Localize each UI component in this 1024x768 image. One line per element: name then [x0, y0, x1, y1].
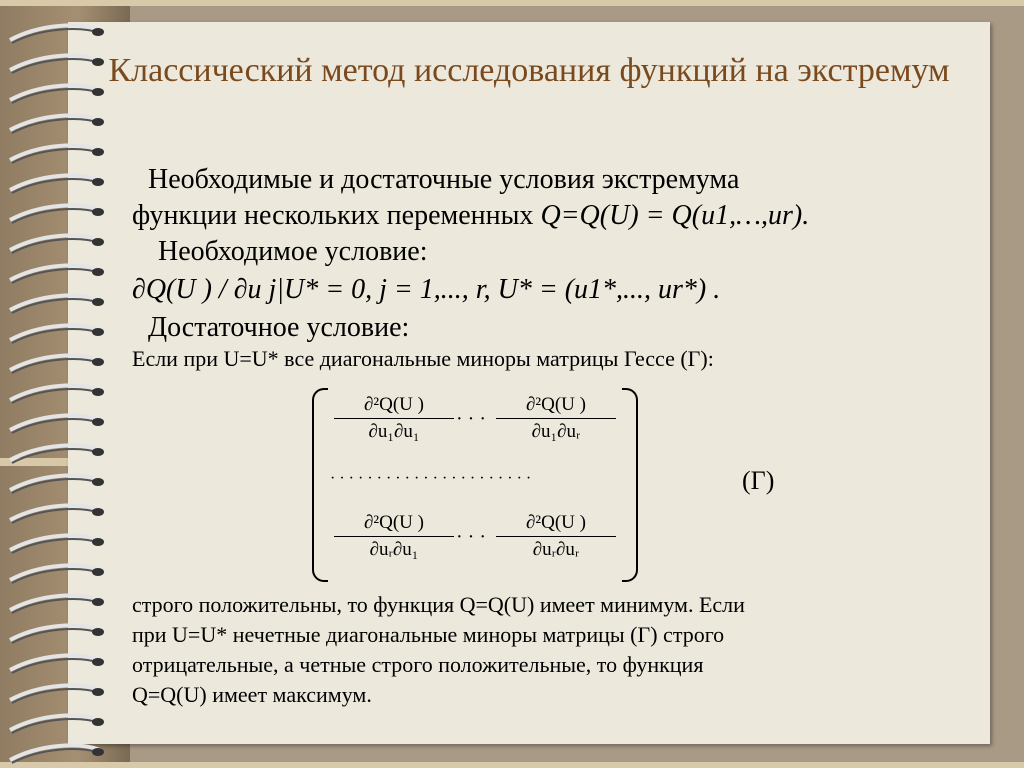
left-paren: [312, 388, 328, 582]
ring-hole: [92, 358, 104, 366]
ring-hole: [92, 268, 104, 276]
cell-22-denominator: ∂uᵣ∂uᵣ: [532, 539, 580, 560]
ring-hole: [92, 448, 104, 456]
cell-22-numerator: ∂²Q(U ): [496, 510, 616, 537]
ring-hole: [92, 688, 104, 696]
conclusion-line-2: при U=U* нечетные диагональные миноры матрицы (Г) строго: [132, 622, 725, 647]
matrix-cell-22: [496, 510, 616, 563]
sufficient-condition-label: Достаточное условие:: [148, 312, 410, 343]
spiral-rings-icon: [0, 0, 140, 768]
matrix-cell-11: [334, 392, 454, 445]
bottom-border: [0, 762, 1024, 768]
cell-12-numerator: ∂²Q(U ): [496, 392, 616, 419]
intro-line-2-text: функции нескольких переменных: [132, 200, 541, 231]
conclusion-line-4: Q=Q(U) имеет максимум.: [132, 682, 372, 707]
ring-hole: [92, 298, 104, 306]
conclusion-line-1: строго положительны, то функция Q=Q(U) имеет минимум. Если: [132, 592, 745, 617]
cell-11-denominator: ∂u₁∂u₁: [368, 421, 420, 442]
ring-hole: [92, 508, 104, 516]
matrix-cell-12: [496, 392, 616, 445]
matrix-label: (Г): [742, 466, 775, 495]
ring-hole: [92, 718, 104, 726]
ring-hole: [92, 328, 104, 336]
ring-hole: [92, 28, 104, 36]
middle-dots: · · · · · · · · · · · · · · · · · · · · · ·: [330, 470, 532, 487]
ring-hole: [92, 598, 104, 606]
conclusion-line-3: отрицательные, а четные строго положительные, то функция: [132, 652, 704, 677]
intro-formula: Q=Q(U) = Q(u1,…,ur).: [540, 200, 810, 231]
ring-hole: [92, 538, 104, 546]
ring-hole: [92, 658, 104, 666]
ring-hole: [92, 628, 104, 636]
ring-hole: [92, 388, 104, 396]
necessary-condition-label: Необходимое условие:: [158, 236, 428, 267]
ring-hole: [92, 178, 104, 186]
ring-hole: [92, 478, 104, 486]
cell-12-denominator: ∂u₁∂uᵣ: [531, 421, 581, 442]
row-1-dots: · · ·: [456, 408, 486, 430]
intro-line-1: Необходимые и достаточные условия экстремума: [148, 164, 740, 195]
ring-hole: [92, 418, 104, 426]
row-2-dots: · · ·: [456, 526, 486, 548]
matrix-cell-21: [334, 510, 454, 563]
ring-hole: [92, 118, 104, 126]
ring-hole: [92, 748, 104, 756]
ring-hole: [92, 208, 104, 216]
ring-hole: [92, 148, 104, 156]
right-paren: [622, 388, 638, 582]
hessian-intro: Если при U=U* все диагональные миноры матрицы Гессе (Г):: [132, 346, 714, 371]
cell-21-denominator: ∂uᵣ∂u₁: [369, 539, 419, 560]
slide-title: Классический метод исследования функций на экстремум: [108, 52, 950, 89]
ring-hole: [92, 568, 104, 576]
cell-11-numerator: ∂²Q(U ): [334, 392, 454, 419]
ring-hole: [92, 238, 104, 246]
intro-line-2: [132, 200, 809, 232]
cell-21-numerator: ∂²Q(U ): [334, 510, 454, 537]
top-border: [0, 0, 1024, 6]
hessian-matrix: [310, 386, 640, 580]
necessary-condition-formula: ∂Q(U ) / ∂u j|U* = 0, j = 1,..., r, U* = (u1*,..., ur*) .: [132, 274, 721, 305]
